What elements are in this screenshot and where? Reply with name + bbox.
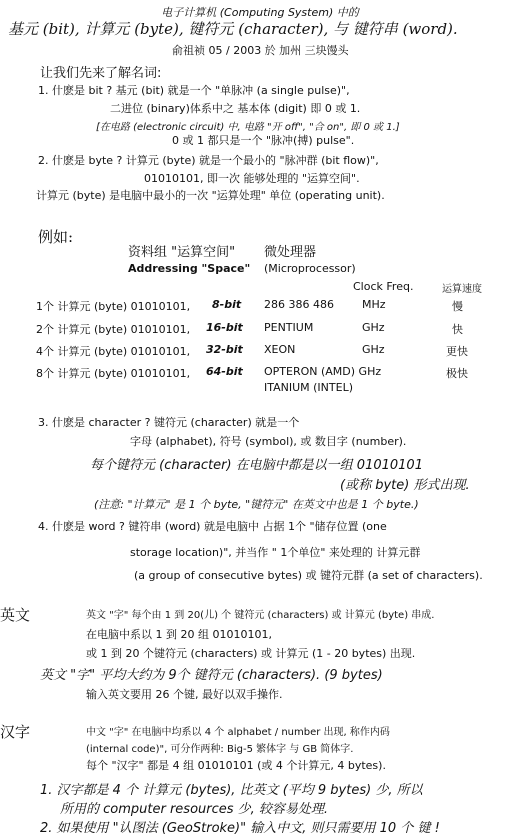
col-space-zh: 资料组 "运算空间" (128, 245, 236, 260)
extra-proc: ITANIUM (INTEL) (264, 381, 353, 394)
english-line5: 输入英文要用 26 个键, 最好以双手操作. (86, 688, 283, 701)
row-speed: 更快 (446, 345, 468, 358)
row-proc: 286 386 486 (264, 298, 334, 311)
row-speed: 快 (452, 323, 463, 336)
page-title: 基元 (bit), 计算元 (byte), 键符元 (character), 与 键符串 (word). (8, 20, 458, 38)
row-speed: 慢 (452, 300, 463, 313)
q1-line3: [在电路 (electronic circuit) 中, 电路 "开 off", "合 on", 即 0 或 1.] (96, 122, 400, 133)
row-speed: 极快 (446, 367, 468, 380)
row-proc: OPTERON (AMD) GHz (264, 365, 382, 378)
chinese-line3: 每个 "汉字" 都是 4 组 01010101 (或 4 个计算元, 4 bytes). (86, 759, 386, 772)
english-line4: 英文 "字" 平均大约为 9个 键符元 (characters). (9 bytes) (40, 668, 383, 683)
q2-line1: 2. 什麽是 byte ? 计算元 (byte) 就是一个最小的 "脉冲群 (bit flow)", (38, 154, 379, 167)
col-clock: Clock Freq. (353, 280, 414, 293)
col-proc-en: (Microprocessor) (264, 262, 356, 275)
q1-line4: 0 或 1 都只是一个 "脉冲(搏) pulse". (172, 134, 355, 147)
row-bits: 8-bit (212, 298, 242, 311)
q3-line2: 字母 (alphabet), 符号 (symbol), 或 数目字 (number). (130, 435, 407, 448)
chinese-line5: 所用的 computer resources 少, 较容易处理. (60, 802, 329, 817)
header-top-note: 电子计算机 (Computing System) 中的 (161, 6, 359, 19)
chinese-line6: 2. 如果使用 "认图法 (GeoStroke)" 输入中文, 则只需要用 10 个 键 ! (40, 821, 440, 836)
row-bytes: 2个 计算元 (byte) 01010101, (36, 323, 191, 336)
q4-line3: (a group of consecutive bytes) 或 键符元群 (a set of characters). (134, 569, 483, 582)
row-proc: XEON (264, 343, 296, 356)
row-bits: 32-bit (206, 343, 243, 356)
english-label: 英文 (0, 606, 31, 624)
q3-line1: 3. 什麽是 character ? 键符元 (character) 就是一个 (38, 416, 300, 429)
row-freq: GHz (362, 321, 385, 334)
row-bits: 16-bit (206, 321, 243, 334)
q3-line4: (或称 byte) 形式出现. (340, 478, 470, 493)
col-proc-zh: 微处理器 (264, 245, 317, 260)
q2-line2: 01010101, 即一次 能够处理的 "运算空间". (144, 172, 360, 185)
row-bits: 64-bit (206, 365, 243, 378)
chinese-line4: 1. 汉字都是 4 个 计算元 (bytes), 比英文 (平均 9 bytes) 少, 所以 (40, 783, 423, 798)
row-freq: MHz (362, 298, 386, 311)
english-line1: 英文 "字" 每个由 1 到 20(儿) 个 键符元 (characters) 或 计算元 (byte) 串成. (86, 610, 435, 621)
row-bytes: 4个 计算元 (byte) 01010101, (36, 345, 191, 358)
row-freq: GHz (362, 343, 385, 356)
chinese-label: 汉字 (0, 723, 31, 741)
q1-line2: 二进位 (binary)体系中之 基本体 (digit) 即 0 或 1. (110, 102, 361, 115)
row-bytes: 1个 计算元 (byte) 01010101, (36, 300, 191, 313)
col-space-en: Addressing "Space" (128, 262, 251, 275)
author-line: 俞祖祯 05 / 2003 於 加州 三块馒头 (172, 44, 349, 57)
chinese-line2: (internal code)", 可分作两种: Big-5 繁体字 与 GB 简体字. (86, 744, 354, 755)
q3-line5: (注意: "计算元" 是 1 个 byte, "键符元" 在英文中也是 1 个 byte.) (94, 498, 419, 511)
chinese-line1: 中文 "字" 在电脑中均系以 4 个 alphabet / number 出现, 称作内码 (86, 727, 390, 738)
row-proc: PENTIUM (264, 321, 314, 334)
english-line3: 或 1 到 20 个键符元 (characters) 或 计算元 (1 - 20 bytes) 出现. (86, 647, 416, 660)
example-label: 例如: (38, 228, 74, 246)
english-line2: 在电脑中系以 1 到 20 组 01010101, (86, 628, 272, 641)
col-speed: 运算速度 (442, 284, 482, 295)
q3-line3: 每个键符元 (character) 在电脑中都是以一组 01010101 (90, 458, 423, 473)
q2-line3: 计算元 (byte) 是电脑中最小的一次 "运算处理" 单位 (operating unit). (36, 189, 385, 202)
q4-line1: 4. 什麽是 word ? 键符串 (word) 就是电脑中 占据 1个 "储存位置 (one (38, 520, 387, 533)
intro-text: 让我们先来了解名词: (40, 66, 162, 81)
q1-line1: 1. 什麽是 bit ? 基元 (bit) 就是一个 "单脉冲 (a single pulse)", (38, 84, 350, 97)
row-bytes: 8个 计算元 (byte) 01010101, (36, 367, 191, 380)
q4-line2: storage location)", 并当作 " 1个单位" 来处理的 计算元群 (130, 546, 421, 559)
